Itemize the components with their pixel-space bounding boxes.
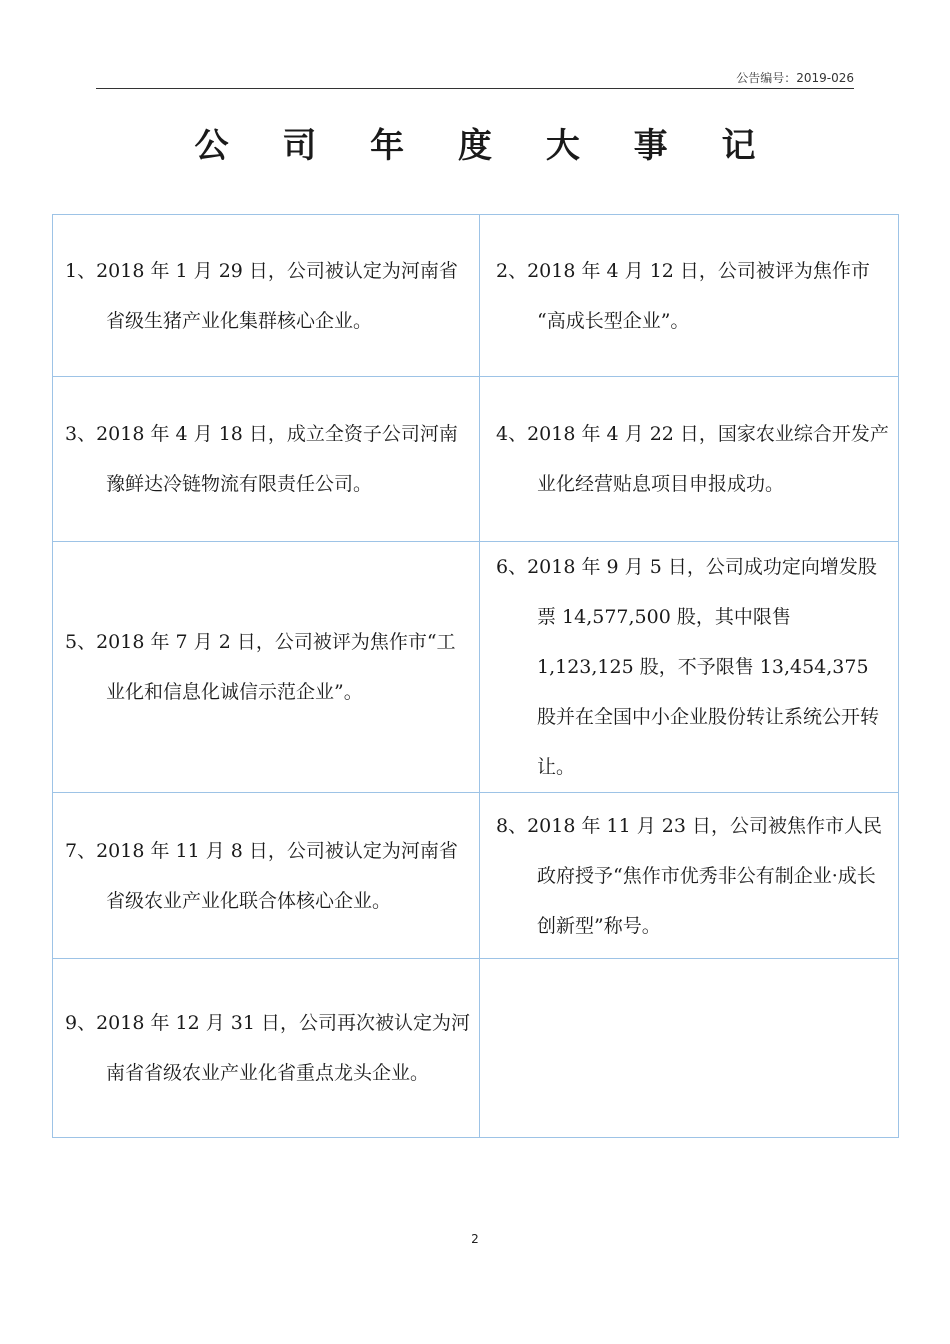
- event-text: 2、2018 年 4 月 12 日，公司被评为焦作市 “高成长型企业”。: [496, 259, 870, 332]
- page-title: 公 司 年 度 大 事 记: [194, 126, 777, 166]
- page-number: 2: [471, 1232, 479, 1246]
- event-text: 8、2018 年 11 月 23 日，公司被焦作市人民政府授予“焦作市优秀非公有制企业·成长创新型”称号。: [496, 814, 882, 937]
- event-cell-4: [480, 377, 899, 542]
- table-row: [53, 793, 899, 959]
- event-cell-3: [53, 377, 480, 542]
- empty-cell: [480, 959, 899, 1138]
- event-cell-6: [480, 542, 899, 793]
- event-text: 5、2018 年 7 月 2 日，公司被评为焦作市“工业化和信息化诚信示范企业”。: [65, 631, 456, 703]
- table-row: [53, 542, 899, 793]
- event-text: 1、2018 年 1 月 29 日，公司被认定为河南省省级生猪产业化集群核心企业。: [65, 259, 458, 332]
- event-text: 7、2018 年 11 月 8 日，公司被认定为河南省省级农业产业化联合体核心企业。: [65, 839, 458, 912]
- table-row: [53, 215, 899, 377]
- events-table: [52, 214, 899, 1138]
- event-cell-8: [480, 793, 899, 959]
- event-text: 4、2018 年 4 月 22 日，国家农业综合开发产业化经营贴息项目申报成功。: [496, 423, 889, 495]
- header-divider: [96, 88, 854, 89]
- event-cell-7: [53, 793, 480, 959]
- event-cell-2: [480, 215, 899, 377]
- notice-number: 公告编号：2019-026: [736, 71, 854, 85]
- table-row: [53, 959, 899, 1138]
- event-cell-5: [53, 542, 480, 793]
- table-row: [53, 377, 899, 542]
- event-text: 6、2018 年 9 月 5 日，公司成功定向增发股票 14,577,500 股，其中限售 1,123,125 股，不予限售 13,454,375 股并在全国中小企业股份转让系统公开转让。: [496, 556, 880, 778]
- event-text: 3、2018 年 4 月 18 日，成立全资子公司河南豫鲜达冷链物流有限责任公司。: [65, 423, 458, 495]
- event-text: 9、2018 年 12 月 31 日，公司再次被认定为河南省省级农业产业化省重点龙头企业。: [65, 1012, 470, 1084]
- event-cell-1: [53, 215, 480, 377]
- event-cell-9: [53, 959, 480, 1138]
